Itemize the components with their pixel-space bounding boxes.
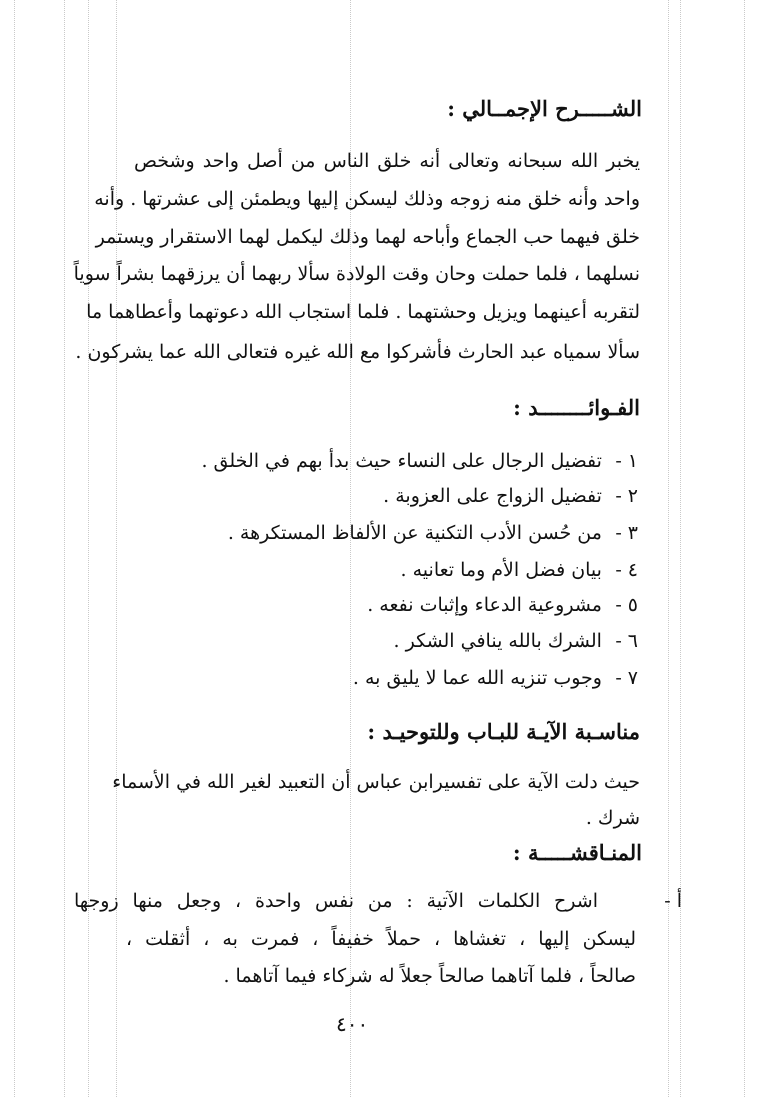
benefit-item <box>228 518 638 548</box>
question-line: اشرح الكلمات الآتية : من نفس واحدة ، وجعل منها زوجها <box>74 890 598 912</box>
section-heading-general-explanation: الشـــــرح الإجمــالي : <box>447 96 642 121</box>
paragraph-line: يخبر الله سبحانه وتعالى أنه خلق الناس من أصل واحد وشخص <box>134 150 640 172</box>
paragraph-line: خلق فيهما حب الجماع وأباحه لهما وذلك ليكمل لهما الاستقرار ويستمر <box>95 226 640 248</box>
item-text: من حُسن الأدب التكنية عن الألفاظ المستكرهة . <box>227 522 602 544</box>
paragraph-line: حيث دلت الآية على تفسيرابن عباس أن التعبيد لغير الله في الأسماء <box>112 771 640 793</box>
page-number: ٤٠٠ <box>336 1012 369 1036</box>
question-line: ليسكن إليها ، تغشاها ، حملاً خفيفاً ، فمرت به ، أثقلت ، <box>126 928 636 950</box>
section-heading-discussion: المنـاقشـــــة : <box>512 840 642 865</box>
item-text: الشرك بالله ينافي الشكر . <box>393 630 602 652</box>
item-text: تفضيل الرجال على النساء حيث بدأ بهم في الخلق . <box>201 450 602 472</box>
item-text: مشروعية الدعاء وإثبات نفعه . <box>367 594 602 616</box>
paragraph-line: سألا سمياه عبد الحارث فأشركوا مع الله غيره فتعالى الله عما يشركون . <box>75 341 640 363</box>
benefit-item <box>367 590 638 620</box>
benefit-item <box>394 626 638 656</box>
paragraph-line: نسلهما ، فلما حملت وحان وقت الولادة سألا ربهما أن يرزقهما بشراً سوياً <box>73 263 640 285</box>
item-number: ٧ - <box>615 667 638 689</box>
benefit-item <box>383 481 638 511</box>
benefit-item <box>201 446 638 476</box>
item-number: ٢ - <box>615 485 638 507</box>
question-line: صالحاً ، فلما آتاهما صالحاً جعلاً له شركاء فيما آتاهما . <box>223 965 636 987</box>
item-number: ٤ - <box>615 559 638 581</box>
item-number: ١ - <box>615 450 638 472</box>
item-number: ٣ - <box>615 522 638 544</box>
paragraph-line: لتقربه أعينهما ويزيل وحشتهما . فلما استجاب الله دعوتهما وأعطاهما ما <box>86 301 640 323</box>
item-number: ٦ - <box>615 630 638 652</box>
item-text: تفضيل الزواج على العزوبة . <box>383 485 602 507</box>
item-number: ٥ - <box>615 594 638 616</box>
question-marker: أ - <box>664 890 682 912</box>
paragraph-line: شرك . <box>585 807 640 829</box>
benefit-item <box>353 663 638 693</box>
section-heading-relevance: مناسـبة الآيـة للبـاب وللتوحيـد : <box>367 719 640 744</box>
benefit-item <box>401 555 638 585</box>
section-heading-benefits: الفـوائــــــــد : <box>513 395 640 420</box>
paragraph-line: واحد وأنه خلق منه زوجه وذلك ليسكن إليها ويطمئن إلى عشرتها . وأنه <box>94 188 640 210</box>
item-text: بيان فضل الأم وما تعانيه . <box>400 559 602 581</box>
item-text: وجوب تنزيه الله عما لا يليق به . <box>352 667 602 689</box>
